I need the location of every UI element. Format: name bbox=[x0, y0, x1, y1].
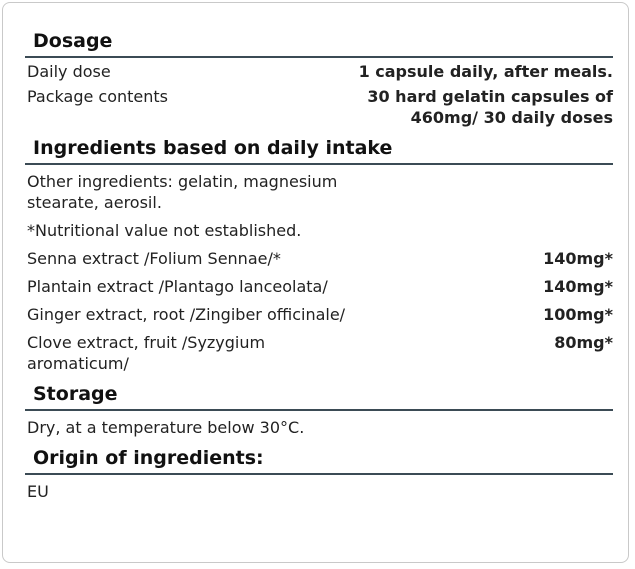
ingredient-row bbox=[25, 273, 613, 301]
row-label: Daily dose bbox=[27, 62, 111, 81]
other-ingredients-text: Other ingredients: gelatin, magnesium stearate, aerosil. bbox=[27, 172, 338, 212]
dosage-heading: Dosage bbox=[25, 23, 613, 58]
product-info-content bbox=[25, 23, 613, 506]
ingredient-row bbox=[25, 245, 613, 273]
ingredient-amount: 140mg* bbox=[543, 277, 613, 296]
ingredient-amount: 100mg* bbox=[543, 305, 613, 324]
storage-text: Dry, at a temperature below 30°C. bbox=[27, 418, 305, 437]
ingredients-other bbox=[25, 165, 613, 217]
dosage-row-package-contents bbox=[25, 86, 613, 132]
ingredient-row bbox=[25, 301, 613, 329]
ingredient-amount: 80mg* bbox=[554, 333, 613, 352]
origin-heading: Origin of ingredients: bbox=[25, 442, 613, 475]
row-value: 30 hard gelatin capsules of 460mg/ 30 daily doses bbox=[367, 87, 613, 127]
dosage-row-daily-dose bbox=[25, 58, 613, 86]
nutritional-note: *Nutritional value not established. bbox=[27, 221, 302, 240]
row-label: Package contents bbox=[27, 87, 168, 106]
ingredient-name: Plantain extract /Plantago lanceolata/ bbox=[27, 277, 328, 296]
ingredient-name: Ginger extract, root /Zingiber officinale/ bbox=[27, 305, 346, 324]
origin-text: EU bbox=[27, 482, 49, 501]
row-value: 1 capsule daily, after meals. bbox=[358, 62, 613, 81]
ingredients-heading: Ingredients based on daily intake bbox=[25, 132, 613, 165]
ingredient-name: Clove extract, fruit /Syzygium aromaticum/ bbox=[27, 333, 266, 373]
ingredient-amount: 140mg* bbox=[543, 249, 613, 268]
ingredient-name: Senna extract /Folium Sennae/* bbox=[27, 249, 281, 268]
storage-heading: Storage bbox=[25, 378, 613, 411]
product-info-card bbox=[2, 2, 629, 563]
ingredient-row bbox=[25, 329, 613, 378]
